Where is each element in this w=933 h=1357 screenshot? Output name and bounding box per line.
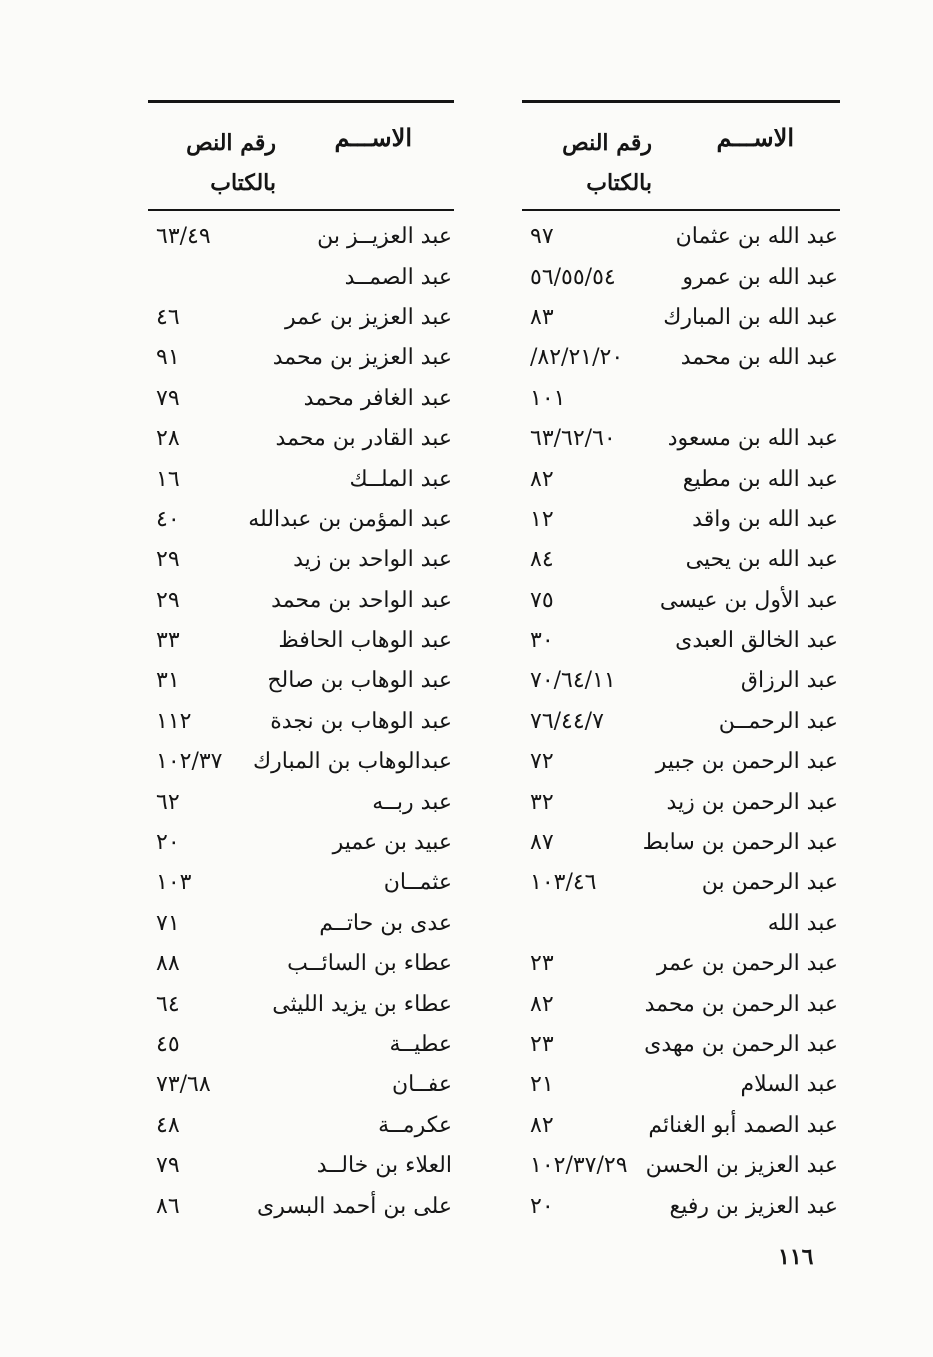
entry-name: عفــان bbox=[391, 1072, 452, 1098]
entry-text-number: ٤٥ bbox=[156, 1032, 180, 1057]
entry-text-number: ١٠٣/٤٦ bbox=[530, 870, 597, 896]
entry-name: عبد الخالق العبدى bbox=[675, 628, 838, 654]
index-column-right bbox=[522, 100, 840, 1227]
header-name: الاســـم bbox=[334, 123, 412, 152]
index-entry bbox=[148, 379, 454, 419]
entry-name: عبدالوهاب بن المبارك bbox=[253, 749, 452, 775]
entry-name: عبيد بن عمير bbox=[332, 830, 452, 856]
index-entry bbox=[522, 1065, 840, 1105]
entry-text-number: ٨٣ bbox=[530, 304, 554, 330]
column-header bbox=[522, 103, 840, 209]
entry-text-number: ٣١ bbox=[156, 668, 180, 694]
entry-name: عبد المؤمن بن عبدالله bbox=[248, 506, 452, 532]
entry-name: عبد الله بن عمرو bbox=[682, 264, 838, 290]
entry-name: عبد الله بن عثمان bbox=[675, 224, 838, 250]
entry-name: عبد الله بن يحيى bbox=[685, 547, 838, 573]
entry-text-number: ٣٣ bbox=[156, 628, 180, 654]
entry-name: عبد الوهاب بن صالح bbox=[267, 668, 452, 694]
entry-text-number: ١٢ bbox=[530, 506, 554, 532]
entry-text-number: ٢٩ bbox=[156, 547, 180, 573]
entry-text-number: ٢١ bbox=[530, 1072, 554, 1098]
index-entry bbox=[148, 863, 454, 903]
index-entry bbox=[522, 904, 840, 944]
entry-name: عبد الأول بن عيسى bbox=[659, 587, 838, 613]
page-number: ١١٦ bbox=[778, 1244, 814, 1270]
entry-name: عبد العزيز بن محمد bbox=[272, 345, 452, 371]
entry-text-number: ٨٨ bbox=[156, 951, 180, 977]
index-entry bbox=[148, 984, 454, 1024]
entry-name: عبد الملــك bbox=[349, 466, 452, 492]
index-entry bbox=[148, 661, 454, 701]
index-entry bbox=[522, 702, 840, 742]
index-rows bbox=[522, 211, 840, 1227]
index-entry bbox=[148, 1065, 454, 1105]
entry-name: عبد الوهاب بن نجدة bbox=[270, 708, 452, 734]
entry-name: عدى بن حاتــم bbox=[319, 910, 452, 936]
entry-text-number: ١٠١ bbox=[530, 385, 566, 411]
index-entry bbox=[522, 1186, 840, 1226]
entry-text-number: ٧٢ bbox=[530, 749, 554, 775]
entry-name: عبد الرحمن بن عمر bbox=[656, 951, 838, 977]
index-entry bbox=[522, 742, 840, 782]
header-number-line2: بالكتاب bbox=[586, 170, 652, 196]
entry-text-number: ٢٣ bbox=[530, 951, 554, 977]
index-entry bbox=[148, 500, 454, 540]
entry-text-number: ٨٧ bbox=[530, 830, 554, 856]
entry-name: العلاء بن خالــد bbox=[316, 1153, 452, 1179]
entry-text-number: ٣٠ bbox=[530, 628, 554, 654]
index-entry bbox=[522, 459, 840, 499]
index-entry bbox=[148, 581, 454, 621]
entry-name: عبد العزيز بن رفيع bbox=[669, 1193, 838, 1219]
entry-text-number: ١٠٢/٣٧/٢٩ bbox=[530, 1153, 628, 1179]
entry-name: عبد الواحد بن زيد bbox=[293, 547, 452, 573]
entry-text-number: ٢٣ bbox=[530, 1032, 554, 1057]
index-entry bbox=[148, 702, 454, 742]
index-entry bbox=[148, 298, 454, 338]
entry-name: عبد الله bbox=[767, 910, 838, 936]
index-entry bbox=[522, 338, 840, 378]
index-entry bbox=[522, 419, 840, 459]
entry-name: عطاء بن يزيد الليثى bbox=[272, 991, 452, 1017]
header-name: الاســـم bbox=[716, 123, 794, 152]
entry-name: عبد العزيــز بن bbox=[317, 224, 452, 250]
entry-name: عبد الصمــد bbox=[344, 264, 452, 290]
entry-text-number: ٦٣/٤٩ bbox=[156, 224, 211, 250]
index-entry bbox=[148, 742, 454, 782]
entry-name: عبد الله بن محمد bbox=[680, 345, 838, 371]
entry-text-number: ٣٢ bbox=[530, 789, 554, 815]
entry-text-number: ٢٠ bbox=[530, 1193, 554, 1219]
entry-text-number: ١٦ bbox=[156, 466, 180, 492]
entry-name: عبد العزيز بن الحسن bbox=[645, 1153, 838, 1179]
entry-name: عبد القادر بن محمد bbox=[275, 426, 452, 452]
index-entry bbox=[522, 984, 840, 1024]
entry-text-number: ٩١ bbox=[156, 345, 180, 371]
column-header bbox=[148, 103, 454, 209]
index-entry bbox=[148, 338, 454, 378]
header-number-line1: رقم النص bbox=[562, 130, 652, 156]
index-entry bbox=[522, 581, 840, 621]
index-entry bbox=[148, 1106, 454, 1146]
entry-text-number: ٤٨ bbox=[156, 1112, 180, 1138]
index-entry bbox=[522, 1106, 840, 1146]
header-number-line2: بالكتاب bbox=[210, 170, 276, 196]
entry-text-number: ٨٢ bbox=[530, 466, 554, 492]
entry-text-number: ٦٣/٦٢/٦٠ bbox=[530, 426, 616, 452]
index-entry bbox=[522, 1025, 840, 1065]
index-entry bbox=[148, 217, 454, 257]
index-entry bbox=[522, 661, 840, 701]
entry-name: عبد الرحمن بن مهدى bbox=[644, 1032, 838, 1057]
index-entry bbox=[522, 823, 840, 863]
entry-name: على بن أحمد البسرى bbox=[256, 1193, 452, 1219]
index-entry bbox=[148, 823, 454, 863]
index-rows bbox=[148, 211, 454, 1227]
entry-name: عبد الرحمن بن زيد bbox=[666, 789, 838, 815]
entry-text-number: ٧٠/٦٤/١١ bbox=[530, 668, 616, 694]
entry-name: عبد الله بن مسعود bbox=[667, 426, 838, 452]
entry-name: عبد الرحمن بن جبير bbox=[655, 749, 838, 775]
index-entry bbox=[522, 863, 840, 903]
entry-text-number: ٦٢ bbox=[156, 789, 180, 815]
index-entry bbox=[522, 782, 840, 822]
index-entry bbox=[522, 217, 840, 257]
header-number-line1: رقم النص bbox=[186, 130, 276, 156]
entry-name: عبد الرحمن بن محمد bbox=[644, 991, 838, 1017]
index-entry bbox=[148, 904, 454, 944]
index-entry bbox=[148, 459, 454, 499]
entry-name: عبد الصمد أبو الغنائم bbox=[648, 1112, 838, 1138]
entry-text-number: ٧٥ bbox=[530, 587, 554, 613]
entry-text-number: ٨٢ bbox=[530, 991, 554, 1017]
entry-text-number: ٢٩ bbox=[156, 587, 180, 613]
entry-text-number: ٢٨ bbox=[156, 426, 180, 452]
index-entry bbox=[148, 1146, 454, 1186]
index-entry bbox=[148, 621, 454, 661]
index-entry bbox=[148, 540, 454, 580]
entry-text-number: ٥٦/٥٥/٥٤ bbox=[530, 264, 616, 290]
entry-name: عبد الرحمن بن bbox=[701, 870, 838, 896]
entry-name: عبد الوهاب الحافظ bbox=[278, 628, 452, 654]
entry-name: عطيــة bbox=[389, 1032, 452, 1057]
header-number bbox=[166, 123, 276, 203]
index-entry bbox=[148, 257, 454, 297]
entry-text-number: ٤٠ bbox=[156, 506, 180, 532]
entry-text-number: ٧٩ bbox=[156, 385, 180, 411]
entry-name: عبد الرزاق bbox=[740, 668, 838, 694]
entry-name: عبد الغافر محمد bbox=[303, 385, 452, 411]
entry-name: عكرمــة bbox=[378, 1112, 452, 1138]
entry-text-number: ٧١ bbox=[156, 910, 180, 936]
entry-name: عبد العزيز بن عمر bbox=[285, 304, 452, 330]
entry-name: عبد السلام bbox=[740, 1072, 838, 1098]
index-entry bbox=[148, 944, 454, 984]
entry-name: عبد الواحد بن محمد bbox=[271, 587, 452, 613]
entry-name: عبد ربــه bbox=[372, 789, 452, 815]
index-entry bbox=[522, 500, 840, 540]
entry-text-number: ١٠٣ bbox=[156, 870, 192, 896]
index-entry bbox=[148, 1025, 454, 1065]
index-entry bbox=[522, 298, 840, 338]
entry-name: عثمــان bbox=[383, 870, 452, 896]
header-number bbox=[542, 123, 652, 203]
index-entry bbox=[522, 944, 840, 984]
entry-name: عطاء بن السائــب bbox=[287, 951, 452, 977]
entry-text-number: ٧٣/٦٨ bbox=[156, 1072, 211, 1098]
index-entry bbox=[148, 419, 454, 459]
index-entry bbox=[522, 1146, 840, 1186]
entry-text-number: ٨٤ bbox=[530, 547, 554, 573]
entry-text-number: ٢٠ bbox=[156, 830, 180, 856]
entry-text-number: ٧٩ bbox=[156, 1153, 180, 1179]
index-entry bbox=[148, 782, 454, 822]
entry-text-number: ٧٦/٤٤/٧ bbox=[530, 708, 604, 734]
entry-name: عبد الله بن واقد bbox=[692, 506, 838, 532]
entry-text-number: /٨٢/٢١/٢٠ bbox=[530, 345, 624, 371]
entry-text-number: ١٠٢/٣٧ bbox=[156, 749, 223, 775]
entry-text-number: ٨٦ bbox=[156, 1193, 180, 1219]
entry-name: عبد الرحمن بن سابط bbox=[642, 830, 838, 856]
entry-text-number: ٤٦ bbox=[156, 304, 180, 330]
index-column-left bbox=[148, 100, 454, 1227]
index-entry bbox=[522, 540, 840, 580]
index-entry bbox=[522, 257, 840, 297]
entry-name: عبد الرحمــن bbox=[718, 708, 838, 734]
entry-text-number: ٩٧ bbox=[530, 224, 554, 250]
entry-text-number: ٦٤ bbox=[156, 991, 180, 1017]
entry-text-number: ١١٢ bbox=[156, 708, 192, 734]
entry-name: عبد الله بن مطيع bbox=[682, 466, 838, 492]
entry-text-number: ٨٢ bbox=[530, 1112, 554, 1138]
index-entry bbox=[522, 379, 840, 419]
index-entry bbox=[148, 1186, 454, 1226]
entry-name: عبد الله بن المبارك bbox=[663, 304, 838, 330]
index-entry bbox=[522, 621, 840, 661]
